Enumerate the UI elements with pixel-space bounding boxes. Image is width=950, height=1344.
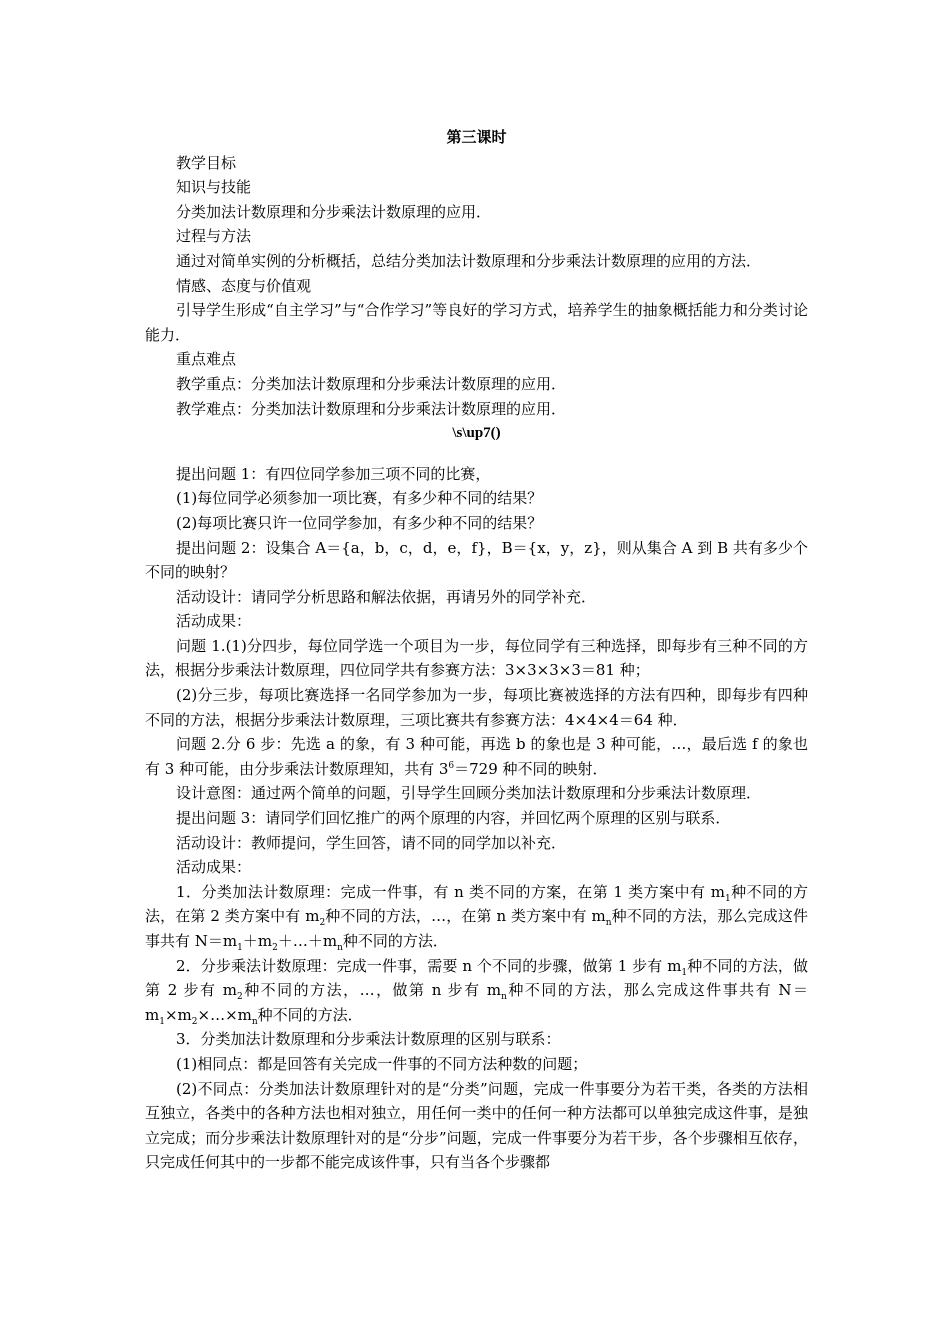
subscript: 1 [159, 1016, 165, 1027]
principle-multiplication-text: ×m [164, 1005, 192, 1024]
answer-2-text-a: 问题 2.分 6 步：先选 a 的象，有 3 种可能，再选 b 的象也是 3 种可能，…，最后选 f 的象也有 3 种可能，由分步乘法计数原理知，共有 3 [145, 735, 808, 778]
answer-2 [145, 732, 808, 781]
principle-addition-text: 种不同的方法，…，在第 n 类方案中有 m [325, 907, 606, 926]
principle-addition-text: 种不同的方法． [342, 932, 448, 950]
principle-similarity: (1)相同点：都是回答有关完成一件事的不同方法种数的问题； [176, 1054, 588, 1073]
process-text: 通过对简单实例的分析概括，总结分类加法计数原理和分步乘法计数原理的应用的方法． [176, 251, 762, 270]
principle-multiplication-text: 种不同的方法． [257, 1005, 363, 1024]
principle-addition-text: 1．分类加法计数原理：完成一件事，有 n 类不同的方案，在第 1 类方案中有 m [176, 882, 725, 901]
principle-difference: (2)不同点：分类加法计数原理针对的是“分类”问题，完成一件事要分为若干类，各类的方法相互独立，各类中的各种方法也相对独立，用任何一类中的任何一种方法都可以单独完成这件事，是独立完成；而分步乘法计数原理针对的是“分步”问题，完成一件事要分为若干步，各个步骤相互依存，只完成任何其中的一步都不能完成该件事，只有当各个步骤都 [145, 1079, 808, 1172]
subscript: n [605, 918, 612, 929]
document-body [145, 126, 808, 1175]
answer-2-text-b: ＝729 种不同的映射． [454, 759, 608, 778]
emotion-text: 引导学生形成“自主学习”与“合作学习”等良好的学习方式，培养学生的抽象概括能力和分类讨论能力． [145, 301, 808, 344]
design-intent: 设计意图：通过两个简单的问题，引导学生回顾分类加法计数原理和分步乘法计数原理． [176, 784, 762, 803]
subscript: 1 [724, 893, 731, 904]
activity-design-2: 活动设计：教师提问，学生回答，请不同的同学加以补充． [176, 833, 567, 852]
answer-2-exponent: 6 [448, 760, 455, 771]
subscript: 2 [319, 918, 326, 929]
principle-addition-text: ＋…＋m [277, 932, 338, 950]
knowledge-heading: 知识与技能 [176, 178, 252, 197]
answer-1-part-1: 问题 1.(1)分四步，每位同学选一个项目为一步，每位同学有三种选择，即每步有三种不同的方法，根据分步乘法计数原理，四位同学共有参赛方法：3×3×3×3＝81 种； [145, 636, 808, 680]
principle-multiplication-text: 种不同的方法，…，做第 n 步有 m [242, 981, 502, 1000]
activity-result-heading-1: 活动成果： [176, 612, 252, 631]
subscript: n [251, 1016, 258, 1027]
subscript: 2 [191, 1016, 198, 1027]
principle-comparison-heading: 3．分类加法计数原理和分步乘法计数原理的区别与联系： [176, 1030, 561, 1049]
subscript: 1 [237, 943, 243, 953]
subscript: 1 [681, 967, 688, 978]
field-code: \s\up7() [452, 425, 501, 442]
difficulty-point: 教学难点：分类加法计数原理和分步乘法计数原理的应用． [176, 399, 567, 418]
principle-addition [145, 880, 808, 954]
principle-multiplication [145, 954, 808, 1028]
principle-multiplication-text: 种不同的方法，那么完成这件事共有 N＝m [145, 981, 808, 1024]
question-1-intro: 提出问题 1：有四位同学参加三项不同的比赛， [176, 464, 491, 483]
principle-addition-text: 种不同的方法，那么完成这件事共有 N＝m [145, 907, 808, 950]
question-3: 提出问题 3：请同学们回忆推广的两个原理的内容，并回忆两个原理的区别与联系． [176, 809, 731, 828]
lesson-title: 第三课时 [446, 130, 507, 146]
objectives-heading: 教学目标 [176, 153, 237, 172]
question-1-part-1: (1)每位同学必须参加一项比赛，有多少种不同的结果？ [176, 489, 543, 508]
question-1-part-2: (2)每项比赛只许一位同学参加，有多少种不同的结果？ [176, 513, 543, 532]
process-heading: 过程与方法 [176, 227, 252, 246]
knowledge-text: 分类加法计数原理和分步乘法计数原理的应用． [176, 202, 492, 221]
subscript: n [501, 992, 507, 1003]
principle-multiplication-text: 2．分步乘法计数原理：完成一件事，需要 n 个不同的步骤，做第 1 步有 m [176, 956, 682, 975]
question-2: 提出问题 2：设集合 A＝{a，b，c，d，e，f}，B＝{x，y，z}，则从集合 A 到 B 共有多少个不同的映射？ [145, 538, 808, 582]
principle-addition-text: 种不同的方法，在第 2 类方案中有 m [145, 882, 808, 926]
subscript: 2 [236, 992, 243, 1003]
key-point: 教学重点：分类加法计数原理和分步乘法计数原理的应用． [176, 374, 567, 393]
principle-multiplication-text: 种不同的方法，做第 2 步有 m [145, 956, 808, 1000]
activity-design-1: 活动设计：请同学分析思路和解法依据，再请另外的同学补充． [176, 587, 597, 606]
spacer [145, 446, 808, 462]
principle-multiplication-text: ×…×m [197, 1005, 252, 1024]
activity-result-heading-2: 活动成果： [176, 858, 252, 877]
subscript: n [337, 943, 343, 953]
emotion-heading: 情感、态度与价值观 [176, 276, 312, 295]
subscript: 2 [272, 943, 278, 953]
principle-addition-text: ＋m [242, 932, 273, 950]
key-heading: 重点难点 [176, 350, 237, 369]
answer-1-part-2: (2)分三步，每项比赛选择一名同学参加为一步，每项比赛被选择的方法有四种，即每步有四种不同的方法，根据分步乘法计数原理，三项比赛共有参赛方法：4×4×4＝64 种． [145, 686, 808, 729]
